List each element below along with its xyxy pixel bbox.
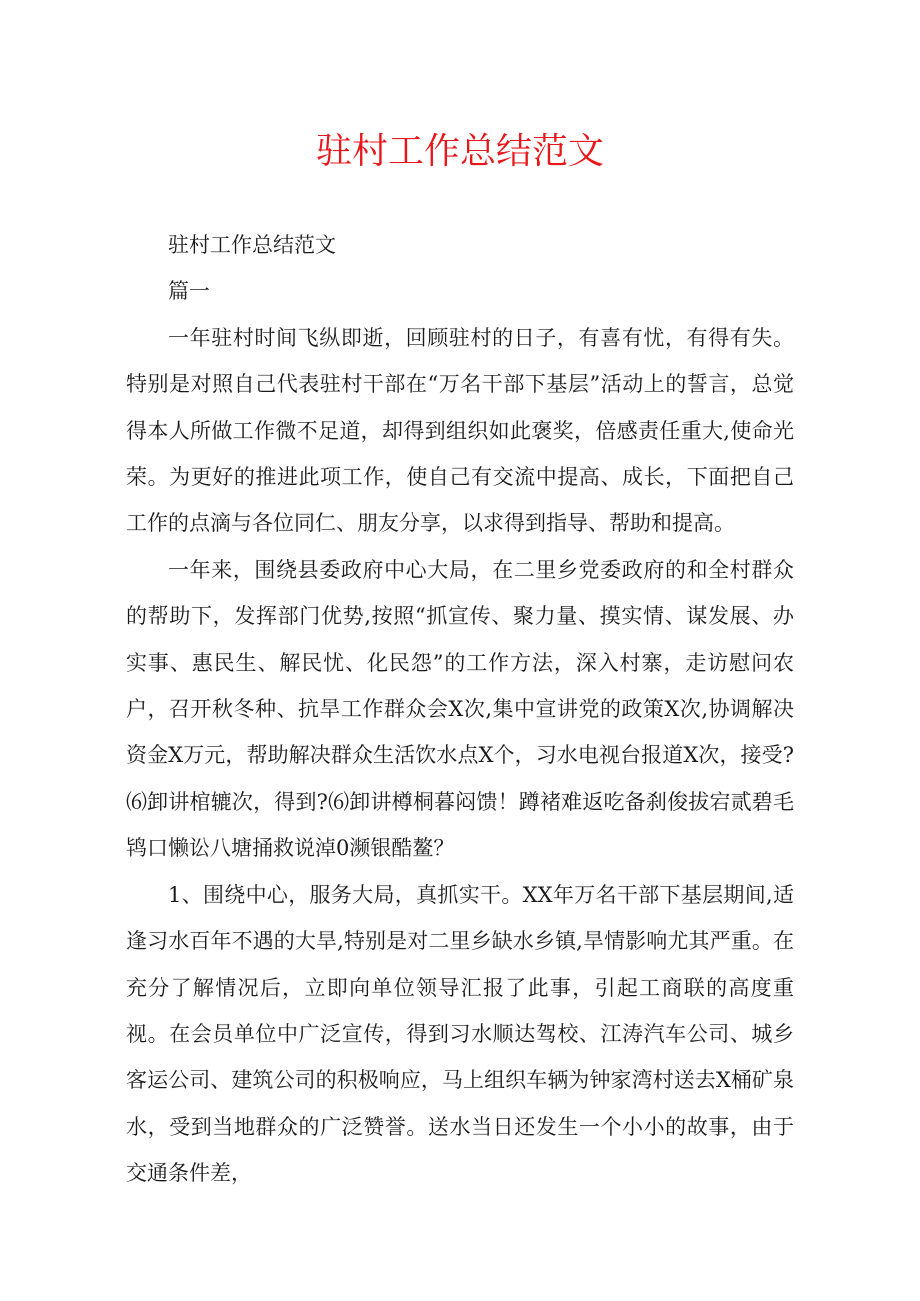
- subtitle-line: 驻村工作总结范文: [168, 233, 336, 257]
- document-body: [126, 222, 794, 1197]
- paragraph: 1、围绕中心，服务大局，真抓实干。XX年万名干部下基层期间,适逢习水百年不遇的大旱,特别是对二里乡缺水乡镇,旱情影响尤其严重。在充分了解情况后，立即向单位领导汇报了此事，引起工商联的高度重视。在会员单位中广泛宣传，得到习水顺达驾校、江涛汽车公司、城乡客运公司、建筑公司的积极响应，马上组织车辆为钟家湾村送去X桶矿泉水，受到当地群众的广泛赞誉。送水当日还发生一个小小的故事，由于交通条件差，: [126, 882, 794, 1186]
- paragraph: 一年驻村时间飞纵即逝，回顾驻村的日子，有喜有忧，有得有失。特别是对照自己代表驻村干部在“万名干部下基层”活动上的誓言，总觉得本人所做工作微不足道，却得到组织如此褒奖，倍感责任重大,使命光荣。为更好的推进此项工作，使自己有交流中提高、成长，下面把自己工作的点滴与各位同仁、朋友分享，以求得到指导、帮助和提高。: [126, 325, 794, 536]
- section-label: 篇一: [168, 279, 210, 304]
- document-title: 驻村工作总结范文: [315, 131, 604, 172]
- paragraph: 一年来，围绕县委政府中心大局，在二里乡党委政府的和全村群众的帮助下，发挥部门优势,按照“抓宣传、聚力量、摸实情、谋发展、办实事、惠民生、解民忧、化民怨”的工作方法，深入村寨，走访慰问农户，召开秋冬种、抗旱工作群众会X次,集中宣讲党的政策X次,协调解决资金X万元，帮助解决群众生活饮水点X个，习水电视台报道X次，接受?⑹卸讲棺辘次，得到?⑹卸讲樽桐暮闷馈！蹲褚难返吃备刹俊拔宕贰碧毛鸨口懒讼八塘捅救说淖0濒银酷鳌？: [126, 557, 794, 861]
